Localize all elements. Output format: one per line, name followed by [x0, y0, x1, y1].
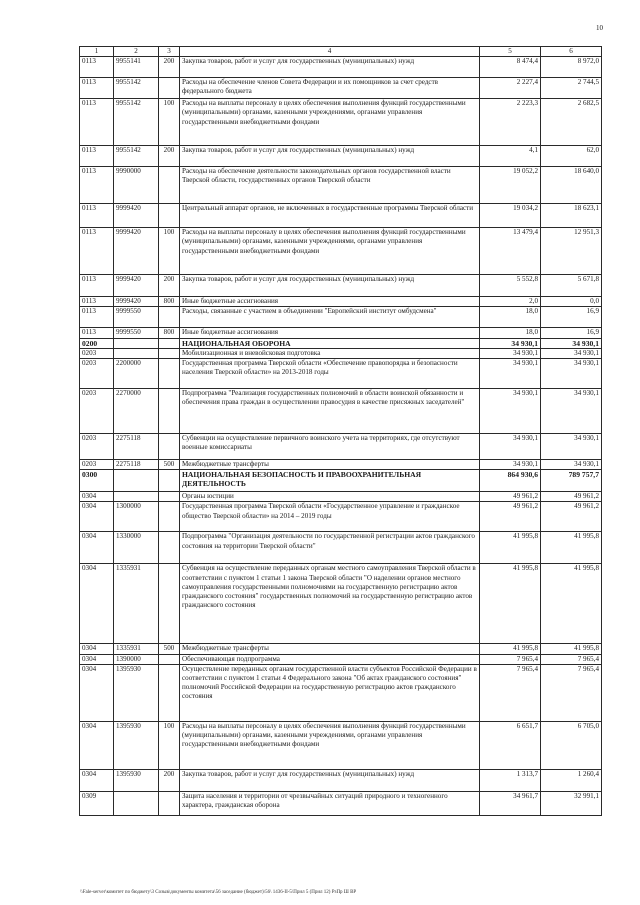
expense-type-cell [159, 564, 180, 644]
expense-type-cell: 200 [159, 146, 180, 167]
target-article-cell: 1335931 [114, 644, 159, 654]
amount-year-2-cell: 16,9 [541, 307, 602, 328]
section-code-cell: 0113 [80, 275, 114, 297]
table-row [80, 78, 602, 99]
item-name-cell: Расходы на обеспечение деятельности законодательных органов государственной власти Тверской области, государственных органов Тверской области [180, 167, 480, 204]
expense-type-cell: 800 [159, 297, 180, 307]
column-header-row [80, 47, 602, 57]
section-code-cell: 0309 [80, 791, 114, 815]
table-row [80, 359, 602, 389]
amount-year-1-cell: 34 961,7 [480, 791, 541, 815]
expense-type-cell: 200 [159, 769, 180, 791]
amount-year-1-cell: 1 313,7 [480, 769, 541, 791]
expense-type-cell [159, 307, 180, 328]
target-article-cell: 9955141 [114, 57, 159, 78]
amount-year-1-cell: 49 961,2 [480, 502, 541, 532]
table-row [80, 297, 602, 307]
item-name-cell: Обеспечивающая подпрограмма [180, 654, 480, 664]
amount-year-2-cell: 5 671,8 [541, 275, 602, 297]
amount-year-2-cell: 41 995,8 [541, 564, 602, 644]
table-row [80, 146, 602, 167]
amount-year-2-cell: 34 930,1 [541, 460, 602, 470]
table-row [80, 99, 602, 146]
expense-type-cell: 200 [159, 57, 180, 78]
amount-year-1-cell: 34 930,1 [480, 460, 541, 470]
table-row [80, 338, 602, 348]
table-row [80, 389, 602, 434]
table-row [80, 307, 602, 328]
amount-year-2-cell: 7 965,4 [541, 664, 602, 721]
file-path-footer: \\Fale-server\комитет по бюджету\3 Созыв\документы комитета\56 заседание (бюджет)\56\ 1436-II-5\Прил 5 (Прил 12) РзПр Ш ВР [80, 890, 357, 895]
item-name-cell: Расходы на обеспечение членов Совета Федерации и их помощников за счет средств федерального бюджета [180, 78, 480, 99]
item-name-cell: Подпрограмма "Реализация государственных полномочий в области воинской обязанности и обеспечения права граждан в осуществлении правосудия в качестве присяжных заседателей" [180, 389, 480, 434]
amount-year-2-cell: 2 682,5 [541, 99, 602, 146]
table-row [80, 228, 602, 275]
section-code-cell: 0113 [80, 146, 114, 167]
target-article-cell: 1395930 [114, 664, 159, 721]
expense-type-cell [159, 532, 180, 564]
target-article-cell: 9955142 [114, 78, 159, 99]
expense-type-cell: 100 [159, 228, 180, 275]
amount-year-2-cell: 12 951,3 [541, 228, 602, 275]
column-header: 3 [159, 47, 180, 57]
item-name-cell: Государственная программа Тверской области «Государственное управление и гражданское общество Тверской области» на 2014 – 2019 годы [180, 502, 480, 532]
page-number: 10 [596, 24, 603, 32]
amount-year-1-cell: 2 223,3 [480, 99, 541, 146]
section-code-cell: 0304 [80, 532, 114, 564]
target-article-cell [114, 348, 159, 358]
item-name-cell: Расходы на выплаты персоналу в целях обеспечения выполнения функций государственными (муниципальными) органами, казенными учреждениями, органами управления государственными внебюджетными фондами [180, 99, 480, 146]
item-name-cell: Органы юстиции [180, 492, 480, 502]
amount-year-1-cell: 19 052,2 [480, 167, 541, 204]
table-row [80, 434, 602, 460]
expense-type-cell: 100 [159, 99, 180, 146]
amount-year-2-cell: 16,9 [541, 328, 602, 338]
amount-year-1-cell: 8 474,4 [480, 57, 541, 78]
amount-year-1-cell: 4,1 [480, 146, 541, 167]
amount-year-2-cell: 34 930,1 [541, 389, 602, 434]
amount-year-1-cell: 18,0 [480, 328, 541, 338]
section-code-cell: 0304 [80, 492, 114, 502]
amount-year-2-cell: 34 930,1 [541, 338, 602, 348]
expense-type-cell [159, 502, 180, 532]
section-code-cell: 0203 [80, 359, 114, 389]
section-code-cell: 0304 [80, 769, 114, 791]
column-header: 2 [114, 47, 159, 57]
target-article-cell [114, 338, 159, 348]
target-article-cell: 2200000 [114, 359, 159, 389]
table-row [80, 644, 602, 654]
expense-type-cell [159, 348, 180, 358]
amount-year-2-cell: 62,0 [541, 146, 602, 167]
table-row [80, 791, 602, 815]
section-code-cell: 0203 [80, 460, 114, 470]
table-row [80, 664, 602, 721]
column-header: 6 [541, 47, 602, 57]
target-article-cell: 9999550 [114, 307, 159, 328]
section-code-cell: 0113 [80, 307, 114, 328]
item-name-cell: Закупка товаров, работ и услуг для государственных (муниципальных) нужд [180, 146, 480, 167]
target-article-cell [114, 470, 159, 492]
expense-type-cell: 500 [159, 460, 180, 470]
section-code-cell: 0203 [80, 348, 114, 358]
amount-year-1-cell: 34 930,1 [480, 348, 541, 358]
target-article-cell: 1335931 [114, 564, 159, 644]
amount-year-2-cell: 18 640,0 [541, 167, 602, 204]
section-code-cell: 0304 [80, 721, 114, 769]
expense-type-cell: 200 [159, 275, 180, 297]
item-name-cell: Осуществление переданных органам государственной власти субъектов Российской Федерации в соответствии с пунктом 1 статьи 4 Федерального закона "Об актах гражданского состояния" полномочий Российской Федерации на государственную регистрацию актов гражданского состояния [180, 664, 480, 721]
item-name-cell: Государственная программа Тверской области «Обеспечение правопорядка и безопасности населения Тверской области» на 2013-2018 годы [180, 359, 480, 389]
item-name-cell: Подпрограмма "Организация деятельности по государственной регистрации актов гражданского состояния на территории Тверской области" [180, 532, 480, 564]
table-row [80, 328, 602, 338]
table-row [80, 564, 602, 644]
table-row [80, 654, 602, 664]
amount-year-1-cell: 2 227,4 [480, 78, 541, 99]
table-row [80, 502, 602, 532]
amount-year-1-cell: 7 965,4 [480, 654, 541, 664]
table-row [80, 204, 602, 228]
table-row [80, 470, 602, 492]
item-name-cell: Иные бюджетные ассигнования [180, 297, 480, 307]
table-row [80, 532, 602, 564]
expense-type-cell [159, 78, 180, 99]
amount-year-1-cell: 13 479,4 [480, 228, 541, 275]
amount-year-1-cell: 7 965,4 [480, 664, 541, 721]
table-row [80, 460, 602, 470]
section-code-cell: 0113 [80, 204, 114, 228]
item-name-cell: Мобилизационная и вневойсковая подготовка [180, 348, 480, 358]
expense-type-cell: 800 [159, 328, 180, 338]
amount-year-2-cell: 7 965,4 [541, 654, 602, 664]
item-name-cell: Центральный аппарат органов, не включенных в государственные программы Тверской области [180, 204, 480, 228]
target-article-cell: 9955142 [114, 99, 159, 146]
amount-year-1-cell: 34 930,1 [480, 359, 541, 389]
expense-type-cell [159, 338, 180, 348]
item-name-cell: Закупка товаров, работ и услуг для государственных (муниципальных) нужд [180, 275, 480, 297]
budget-table [79, 46, 602, 816]
expense-type-cell [159, 389, 180, 434]
amount-year-1-cell: 18,0 [480, 307, 541, 328]
amount-year-2-cell: 34 930,1 [541, 359, 602, 389]
amount-year-2-cell: 18 623,1 [541, 204, 602, 228]
expense-type-cell [159, 492, 180, 502]
item-name-cell: Межбюджетные трансферты [180, 644, 480, 654]
section-code-cell: 0304 [80, 564, 114, 644]
item-name-cell: Субвенции на осуществление первичного воинского учета на территориях, где отсутствуют военные комиссариаты [180, 434, 480, 460]
amount-year-2-cell: 0,0 [541, 297, 602, 307]
item-name-cell: НАЦИОНАЛЬНАЯ БЕЗОПАСНОСТЬ И ПРАВООХРАНИТЕЛЬНАЯ ДЕЯТЕЛЬНОСТЬ [180, 470, 480, 492]
section-code-cell: 0304 [80, 664, 114, 721]
amount-year-1-cell: 864 930,6 [480, 470, 541, 492]
table-row [80, 721, 602, 769]
amount-year-2-cell: 41 995,8 [541, 644, 602, 654]
amount-year-1-cell: 41 995,8 [480, 564, 541, 644]
section-code-cell: 0304 [80, 654, 114, 664]
amount-year-1-cell: 34 930,1 [480, 338, 541, 348]
item-name-cell: Субвенция на осуществление переданных органам местного самоуправления Тверской области в соответствии с пунктом 1 статьи 1 закона Тверской области "О наделении органов местного самоуправления государственными полномочиями на государственную регистрацию актов гражданского состояния" государственных полномочий на государственную регистрацию актов гражданского состояния [180, 564, 480, 644]
section-code-cell: 0304 [80, 644, 114, 654]
amount-year-2-cell: 41 995,8 [541, 532, 602, 564]
amount-year-2-cell: 34 930,1 [541, 348, 602, 358]
amount-year-1-cell: 49 961,2 [480, 492, 541, 502]
target-article-cell [114, 791, 159, 815]
target-article-cell: 9955142 [114, 146, 159, 167]
section-code-cell: 0113 [80, 297, 114, 307]
table-row [80, 492, 602, 502]
expense-type-cell: 100 [159, 721, 180, 769]
target-article-cell: 1330000 [114, 532, 159, 564]
target-article-cell: 1300000 [114, 502, 159, 532]
item-name-cell: Закупка товаров, работ и услуг для государственных (муниципальных) нужд [180, 57, 480, 78]
table-row [80, 275, 602, 297]
amount-year-2-cell: 2 744,5 [541, 78, 602, 99]
target-article-cell: 9999420 [114, 297, 159, 307]
target-article-cell: 2275118 [114, 434, 159, 460]
item-name-cell: Межбюджетные трансферты [180, 460, 480, 470]
amount-year-2-cell: 32 991,1 [541, 791, 602, 815]
target-article-cell: 1395930 [114, 721, 159, 769]
section-code-cell: 0203 [80, 434, 114, 460]
section-code-cell: 0304 [80, 502, 114, 532]
section-code-cell: 0113 [80, 328, 114, 338]
expense-type-cell [159, 204, 180, 228]
target-article-cell: 2275118 [114, 460, 159, 470]
target-article-cell: 9999420 [114, 204, 159, 228]
section-code-cell: 0203 [80, 389, 114, 434]
amount-year-2-cell: 49 961,2 [541, 492, 602, 502]
amount-year-2-cell: 789 757,7 [541, 470, 602, 492]
target-article-cell: 1395930 [114, 769, 159, 791]
amount-year-1-cell: 6 651,7 [480, 721, 541, 769]
amount-year-1-cell: 5 552,8 [480, 275, 541, 297]
section-code-cell: 0113 [80, 167, 114, 204]
item-name-cell: Расходы на выплаты персоналу в целях обеспечения выполнения функций государственными (муниципальными) органами, казенными учреждениями, органами управления государственными внебюджетными фондами [180, 228, 480, 275]
target-article-cell: 9999420 [114, 275, 159, 297]
item-name-cell: Расходы на выплаты персоналу в целях обеспечения выполнения функций государственными (муниципальными) органами, казенными учреждениями, органами управления государственными внебюджетными фондами [180, 721, 480, 769]
column-header: 1 [80, 47, 114, 57]
amount-year-2-cell: 49 961,2 [541, 502, 602, 532]
amount-year-2-cell: 8 972,0 [541, 57, 602, 78]
column-header: 5 [480, 47, 541, 57]
table-row [80, 769, 602, 791]
target-article-cell [114, 492, 159, 502]
target-article-cell: 9999420 [114, 228, 159, 275]
expense-type-cell [159, 664, 180, 721]
item-name-cell: Иные бюджетные ассигнования [180, 328, 480, 338]
amount-year-1-cell: 41 995,8 [480, 532, 541, 564]
table-row [80, 57, 602, 78]
expense-type-cell [159, 167, 180, 204]
table-row [80, 167, 602, 204]
table-row [80, 348, 602, 358]
amount-year-2-cell: 1 260,4 [541, 769, 602, 791]
section-code-cell: 0200 [80, 338, 114, 348]
target-article-cell: 9990000 [114, 167, 159, 204]
section-code-cell: 0300 [80, 470, 114, 492]
expense-type-cell [159, 434, 180, 460]
amount-year-1-cell: 34 930,1 [480, 389, 541, 434]
target-article-cell: 2270000 [114, 389, 159, 434]
item-name-cell: НАЦИОНАЛЬНАЯ ОБОРОНА [180, 338, 480, 348]
item-name-cell: Закупка товаров, работ и услуг для государственных (муниципальных) нужд [180, 769, 480, 791]
amount-year-2-cell: 6 705,0 [541, 721, 602, 769]
expense-type-cell [159, 654, 180, 664]
item-name-cell: Расходы, связанные с участием в объединении "Европейский институт омбудсмена" [180, 307, 480, 328]
column-header: 4 [180, 47, 480, 57]
amount-year-2-cell: 34 930,1 [541, 434, 602, 460]
section-code-cell: 0113 [80, 57, 114, 78]
section-code-cell: 0113 [80, 99, 114, 146]
amount-year-1-cell: 34 930,1 [480, 434, 541, 460]
target-article-cell: 1390000 [114, 654, 159, 664]
section-code-cell: 0113 [80, 78, 114, 99]
expense-type-cell: 500 [159, 644, 180, 654]
amount-year-1-cell: 19 034,2 [480, 204, 541, 228]
item-name-cell: Защита населения и территории от чрезвычайных ситуаций природного и техногенного характера, гражданская оборона [180, 791, 480, 815]
expense-type-cell [159, 470, 180, 492]
target-article-cell: 9999550 [114, 328, 159, 338]
amount-year-1-cell: 2,0 [480, 297, 541, 307]
amount-year-1-cell: 41 995,8 [480, 644, 541, 654]
section-code-cell: 0113 [80, 228, 114, 275]
expense-type-cell [159, 791, 180, 815]
expense-type-cell [159, 359, 180, 389]
table-body [80, 57, 602, 816]
